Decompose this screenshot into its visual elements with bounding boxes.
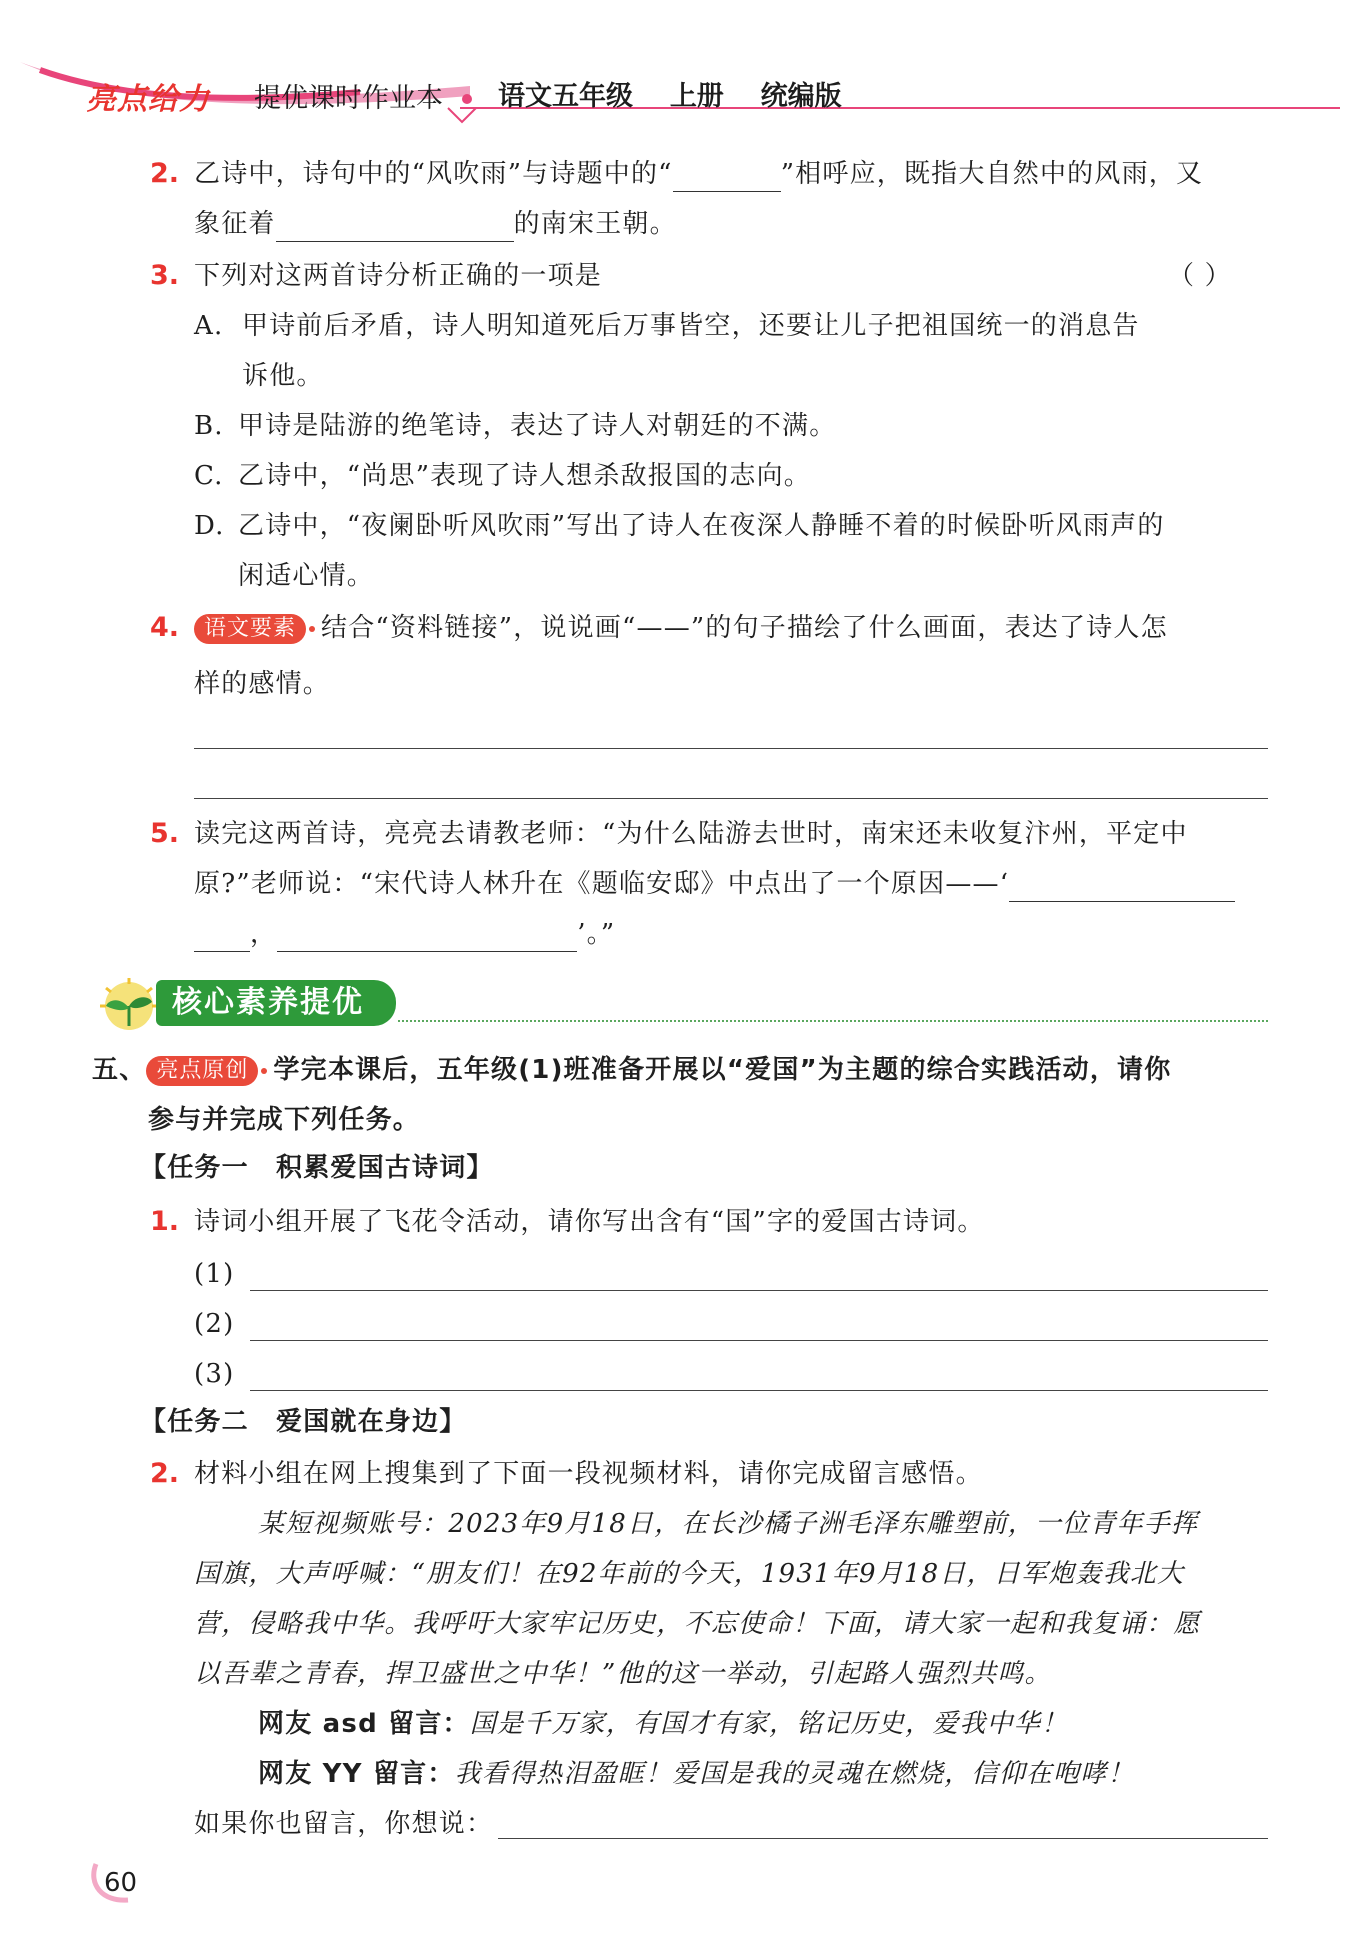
q3-option-b-line1: 甲诗是陆游的绝笔诗，表达了诗人对朝廷的不满。 xyxy=(238,411,837,441)
q3-option-d-line2: 闲适心情。 xyxy=(238,561,375,591)
section-dotted-rule xyxy=(398,1020,1268,1022)
comment-1-text: 国是千万家，有国才有家，铭记历史，爱我中华！ xyxy=(469,1709,1069,1739)
header-subject-line xyxy=(498,74,842,113)
q2-text-c: 象征着 xyxy=(194,209,276,239)
task1-stem: 诗词小组开展了飞花令活动，请你写出含有“国”字的爱国古诗词。 xyxy=(194,1207,985,1237)
q5-section-line2: 参与并完成下列任务。 xyxy=(148,1105,421,1135)
task1-title: 【任务一 积累爱国古诗词】 xyxy=(140,1153,494,1183)
q3-option-d-label: D. xyxy=(194,511,225,541)
q2-blank-1[interactable] xyxy=(673,163,781,192)
q5-close-quote: ’。” xyxy=(577,919,616,949)
q4-text: 结合“资料链接”，说说画“——”的句子描绘了什么画面，表达了诗人怎 xyxy=(321,613,1168,643)
q3-number: 3. xyxy=(150,260,180,291)
material-line-2: 国旗，大声呼喊：“朋友们！在92年前的今天，1931年9月18日，日军炮轰我北大 xyxy=(194,1559,1185,1589)
tag-dot xyxy=(309,626,315,632)
comment-2-label: 网友 YY 留言： xyxy=(258,1759,455,1789)
task2-answer-line[interactable] xyxy=(498,1838,1268,1839)
q5-text: 原?”老师说：“宋代诗人林升在《题临安邸》中点出了一个原因——‘ xyxy=(194,869,1010,899)
q3-stem: 下列对这两首诗分析正确的一项是 xyxy=(194,261,603,291)
q5-line1: 读完这两首诗，亮亮去请教老师：“为什么陆游去世时，南宋还未收复汴州，平定中 xyxy=(194,819,1188,849)
task1-number: 1. xyxy=(150,1206,180,1237)
q2-number: 2. xyxy=(150,158,180,189)
q3-option-c-label: C. xyxy=(194,461,224,491)
tag-original: 亮点原创 xyxy=(146,1056,258,1086)
task1-item-1-label: (1) xyxy=(194,1259,235,1289)
material-line-3: 营，侵略我中华。我呼吁大家牢记历史，不忘使命！下面，请大家一起和我复诵：愿 xyxy=(194,1609,1201,1639)
task2-stem: 材料小组在网上搜集到了下面一段视频材料，请你完成留言感悟。 xyxy=(194,1459,983,1489)
q4-number: 4. xyxy=(150,612,180,643)
q5-line2 xyxy=(194,866,1235,902)
q2-text-b: ”相呼应，既指大自然中的风雨，又 xyxy=(780,159,1204,189)
task1-item-2-label: (2) xyxy=(194,1309,235,1339)
q3-option-d-line1: 乙诗中，“夜阑卧听风吹雨”写出了诗人在夜深人静睡不着的时候卧听风雨声的 xyxy=(238,511,1165,541)
q3-option-b-label: B. xyxy=(194,411,224,441)
q3-option-a-line1: 甲诗前后矛盾，诗人明知道死后万事皆空，还要让儿子把祖国统一的消息告 xyxy=(242,311,1140,341)
task2-prompt: 如果你也留言，你想说： xyxy=(194,1809,494,1839)
task1-item-3-label: (3) xyxy=(194,1359,235,1389)
q5-number: 5. xyxy=(150,818,180,849)
header-volume: 上册 xyxy=(669,81,724,112)
q4-line2: 样的感情。 xyxy=(194,669,331,699)
task2-number: 2. xyxy=(150,1458,180,1489)
header-series: 提优课时作业本 xyxy=(254,83,443,114)
section-title: 核心素养提优 xyxy=(172,985,364,1020)
q5-blank-1a[interactable] xyxy=(1009,873,1235,902)
q2-text-a: 乙诗中，诗句中的“风吹雨”与诗题中的“ xyxy=(194,159,673,189)
task1-answer-line-1[interactable] xyxy=(250,1290,1268,1291)
q4-answer-line-2[interactable] xyxy=(194,798,1268,799)
q5-section-text: 学完本课后，五年级(1)班准备开展以“爱国”为主题的综合实践活动，请你 xyxy=(273,1055,1172,1085)
tag-chinese-element: 语文要素 xyxy=(194,614,306,644)
q2-line2 xyxy=(194,206,677,242)
q5-section-prefix: 五、 xyxy=(92,1055,147,1085)
comment-1-label: 网友 asd 留言： xyxy=(258,1709,470,1739)
tag-dot-2 xyxy=(261,1068,267,1074)
task1-answer-line-3[interactable] xyxy=(250,1390,1268,1391)
q3-answer-paren[interactable]: （ ） xyxy=(1168,261,1232,291)
q5-comma: ， xyxy=(250,919,278,949)
q2-line1 xyxy=(194,156,1203,192)
q4-line1 xyxy=(194,610,1168,646)
material-line-1: 某短视频账号：2023年9月18日，在长沙橘子洲毛泽东雕塑前，一位青年手挥 xyxy=(258,1509,1199,1539)
sprout-icon xyxy=(98,976,160,1034)
q3-option-c-line1: 乙诗中，“尚思”表现了诗人想杀敌报国的志向。 xyxy=(238,461,811,491)
q2-blank-2[interactable] xyxy=(276,213,514,242)
q3-option-a-line2: 诉他。 xyxy=(242,361,324,391)
q5-line3 xyxy=(194,916,615,952)
task1-answer-line-2[interactable] xyxy=(250,1340,1268,1341)
comment-1 xyxy=(258,1706,1068,1742)
comment-2-text: 我看得热泪盈眶！爱国是我的灵魂在燃烧，信仰在咆哮！ xyxy=(454,1759,1135,1789)
q5-section-line1 xyxy=(92,1052,1171,1088)
q3-option-a-label: A. xyxy=(194,311,224,341)
header-edition: 统编版 xyxy=(760,81,842,112)
comment-2 xyxy=(258,1756,1135,1792)
q5-blank-1b[interactable] xyxy=(194,923,250,952)
header-subject: 语文五年级 xyxy=(498,81,633,112)
q5-blank-2[interactable] xyxy=(277,923,577,952)
task2-title: 【任务二 爱国就在身边】 xyxy=(140,1407,467,1437)
header-dot xyxy=(462,94,472,104)
page-number: 60 xyxy=(104,1868,138,1898)
q4-answer-line-1[interactable] xyxy=(194,748,1268,749)
brand-logo: 亮点给力 xyxy=(86,82,210,117)
q2-text-d: 的南宋王朝。 xyxy=(513,209,677,239)
material-line-4: 以吾辈之青春，捍卫盛世之中华！”他的这一举动，引起路人强烈共鸣。 xyxy=(194,1659,1052,1689)
